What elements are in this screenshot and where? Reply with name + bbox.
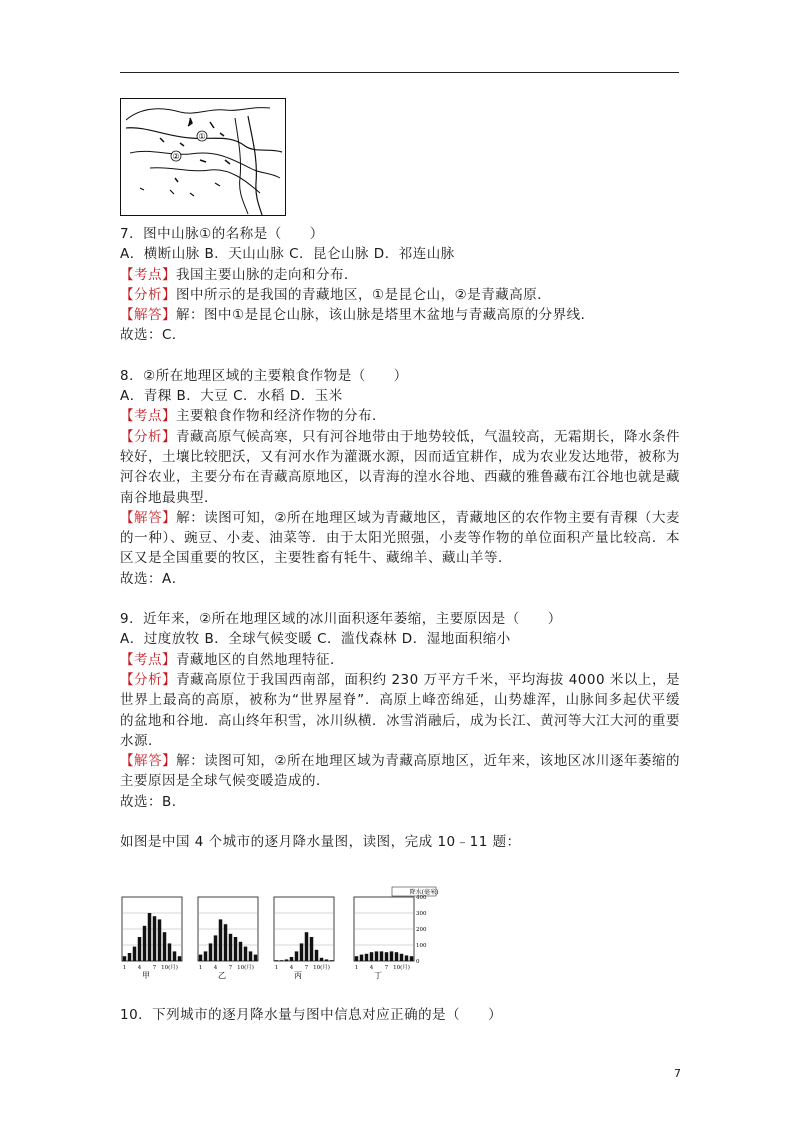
- q7-jieda: [120, 305, 680, 325]
- bar-乙-5: [219, 919, 223, 961]
- bar-丁-10: [400, 954, 404, 961]
- x-tick-label: 10(月): [313, 965, 330, 971]
- x-tick-label: 7: [304, 965, 309, 971]
- q9-kaodian: [120, 650, 680, 670]
- bar-甲-7: [153, 916, 157, 961]
- jieda-tag: 【解答】: [120, 307, 176, 324]
- x-tick-label: 10(月): [393, 965, 410, 971]
- q7-kaodian: [120, 265, 680, 285]
- q8-answer: 故选：A．: [120, 570, 186, 587]
- bar-丙-10: [320, 958, 324, 961]
- page-number: 7: [674, 1067, 681, 1080]
- q7-fenxi-text: 图中所示的是我国的青藏地区，①是昆仑山，②是青藏高原．: [176, 286, 552, 303]
- bar-丁-11: [405, 955, 409, 961]
- series-label-乙: 乙: [218, 971, 226, 980]
- bar-丙-1: [275, 960, 279, 961]
- bar-甲-9: [163, 932, 167, 961]
- bar-乙-1: [199, 955, 203, 961]
- y-tick-label: 100: [416, 943, 427, 949]
- q8-jieda-text: 解：读图可知，②所在地理区域为青藏地区，青藏地区的农作物主要有青稞（大麦的一种）、豌豆、小麦、油菜等．由于太阳光照强，小麦等作物的单位面积产量比较高．本区又是全国重要的牧区，主要牲畜有牦牛、藏绵羊、藏山羊等．: [120, 509, 681, 567]
- kaodian-tag: 【考点】: [120, 651, 176, 668]
- marker-2-label: ②: [172, 152, 180, 161]
- q8-fenxi: [120, 427, 680, 508]
- marker-1-label: ①: [198, 132, 206, 141]
- bar-丁-6: [380, 951, 384, 961]
- bar-甲-3: [133, 947, 137, 961]
- bar-丙-9: [315, 950, 319, 961]
- x-tick-label: 7: [228, 965, 233, 971]
- bar-乙-8: [234, 937, 238, 961]
- bar-甲-12: [178, 956, 182, 961]
- q7-kaodian-text: 我国主要山脉的走向和分布．: [176, 266, 358, 283]
- q8-stem: 8．②所在地理区域的主要粮食作物是（ ）: [120, 367, 408, 384]
- bar-丙-12: [330, 960, 334, 961]
- q9-kaodian-text: 青藏地区的自然地理特征．: [176, 651, 344, 668]
- x-tick-label: 1: [274, 965, 279, 971]
- bar-丁-1: [355, 956, 359, 961]
- y-tick-label: 200: [416, 927, 427, 933]
- q9-stem: 9．近年来，②所在地理区域的冰川面积逐年萎缩，主要原因是（ ）: [120, 611, 562, 628]
- x-tick-label: 7: [152, 965, 157, 971]
- fenxi-tag: 【分析】: [120, 428, 176, 445]
- bar-丁-12: [410, 956, 414, 961]
- x-tick-label: 1: [354, 965, 359, 971]
- bar-甲-10: [168, 943, 172, 961]
- q7-options: A．横断山脉 B．天山山脉 C．昆仑山脉 D．祁连山脉: [120, 246, 455, 263]
- q9-jieda-text: 解：读图可知，②所在地理区域为青藏高原地区，近年来，该地区冰川逐年萎缩的主要原因是全球气候变暖造成的．: [120, 753, 681, 790]
- q7-jieda-text: 解：图中①是昆仑山脉，该山脉是塔里木盆地与青藏高原的分界线．: [176, 307, 595, 324]
- bar-甲-8: [158, 919, 162, 961]
- y-tick-label: 400: [416, 895, 427, 901]
- bar-甲-11: [173, 951, 177, 961]
- bar-甲-5: [143, 926, 147, 961]
- bar-乙-6: [224, 924, 228, 961]
- charts-intro: 如图是中国 4 个城市的逐月降水量图，读图，完成 10﹣11 题：: [120, 834, 521, 851]
- bar-丁-3: [365, 954, 369, 961]
- bar-丁-2: [360, 955, 364, 961]
- x-tick-label: 1: [198, 965, 203, 971]
- x-tick-label: 4: [137, 965, 142, 971]
- q9-answer: 故选：B．: [120, 793, 186, 810]
- bar-丙-6: [300, 943, 304, 961]
- bar-乙-9: [239, 942, 243, 961]
- bar-丙-8: [310, 937, 314, 961]
- bar-丁-9: [395, 952, 399, 961]
- bar-乙-11: [249, 951, 253, 961]
- kaodian-tag: 【考点】: [120, 408, 176, 425]
- header-rule: [120, 72, 679, 73]
- question-content: [120, 224, 680, 852]
- x-tick-label: 1: [122, 965, 127, 971]
- bar-乙-4: [214, 935, 218, 961]
- bar-丙-5: [295, 951, 299, 961]
- bar-丙-2: [280, 960, 284, 961]
- x-tick-label: 4: [213, 965, 218, 971]
- bar-丁-5: [375, 951, 379, 961]
- tibet-map-figure: [120, 98, 286, 216]
- bar-丁-8: [390, 951, 394, 961]
- q8-kaodian: [120, 406, 680, 426]
- bar-丁-7: [385, 952, 389, 961]
- bar-丙-3: [285, 959, 289, 961]
- precipitation-charts: [120, 883, 440, 983]
- x-tick-label: 4: [369, 965, 374, 971]
- bar-丙-11: [325, 959, 329, 961]
- jieda-tag: 【解答】: [120, 509, 177, 526]
- q8-jieda: [120, 508, 680, 569]
- x-tick-label: 4: [289, 965, 294, 971]
- bar-丁-4: [370, 952, 374, 961]
- bar-丙-7: [305, 932, 309, 961]
- jieda-tag: 【解答】: [120, 753, 177, 770]
- bar-乙-2: [204, 951, 208, 961]
- bar-甲-1: [123, 956, 127, 961]
- bar-乙-12: [254, 955, 258, 961]
- q7-fenxi: [120, 285, 680, 305]
- series-label-丁: 丁: [374, 971, 382, 980]
- q9-options: A．过度放牧 B．全球气候变暖 C．滥伐森林 D．湿地面积缩小: [120, 631, 511, 648]
- bar-甲-6: [148, 913, 152, 961]
- series-label-甲: 甲: [142, 971, 150, 980]
- q9-jieda: [120, 751, 680, 792]
- bar-丙-4: [290, 957, 294, 961]
- bar-乙-3: [209, 943, 213, 961]
- series-label-丙: 丙: [294, 971, 302, 980]
- q7-answer: 故选：C．: [120, 327, 186, 344]
- q9-fenxi-text: 青藏高原位于我国西南部，面积约 230 万平方千米，平均海拔 4000 米以上，是世界上最高的高原，被称为“世界屋脊”．高原上峰峦绵延，山势雄浑，山脉间多起伏平缓的盆地和谷地．高山终年积雪，冰川纵横．冰雪消融后，成为长江、黄河等大江大河的重要水源．: [120, 671, 681, 749]
- kaodian-tag: 【考点】: [120, 266, 176, 283]
- bar-甲-4: [138, 937, 142, 961]
- y-tick-label: 300: [416, 911, 427, 917]
- y-axis-label: 降水(毫米): [409, 889, 439, 896]
- q10-stem: 10．下列城市的逐月降水量与图中信息对应正确的是（ ）: [120, 1007, 503, 1023]
- x-tick-label: 7: [384, 965, 389, 971]
- fenxi-tag: 【分析】: [120, 671, 177, 688]
- q7-stem: 7．图中山脉①的名称是（ ）: [120, 226, 324, 242]
- x-tick-label: 10(月): [237, 965, 254, 971]
- q8-kaodian-text: 主要粮食作物和经济作物的分布．: [176, 408, 386, 425]
- q9-fenxi: [120, 670, 680, 751]
- fenxi-tag: 【分析】: [120, 286, 176, 303]
- y-tick-label: 0: [416, 959, 420, 965]
- q8-fenxi-text: 青藏高原气候高寒，只有河谷地带由于地势较低，气温较高，无霜期长，降水条件较好，土壤比较肥沃，又有河水作为灌溉水源，因而适宜耕作，成为农业发达地带，被称为河谷农业，主要分布在青藏高原地区，以青海的湟水谷地、西藏的雅鲁藏布江谷地也就是藏南谷地最典型．: [120, 428, 680, 506]
- bar-乙-7: [229, 934, 233, 961]
- x-tick-label: 10(月): [161, 965, 178, 971]
- bar-乙-10: [244, 947, 248, 961]
- bar-甲-2: [128, 953, 132, 961]
- q8-options: A．青稞 B．大豆 C．水稻 D．玉米: [120, 388, 343, 405]
